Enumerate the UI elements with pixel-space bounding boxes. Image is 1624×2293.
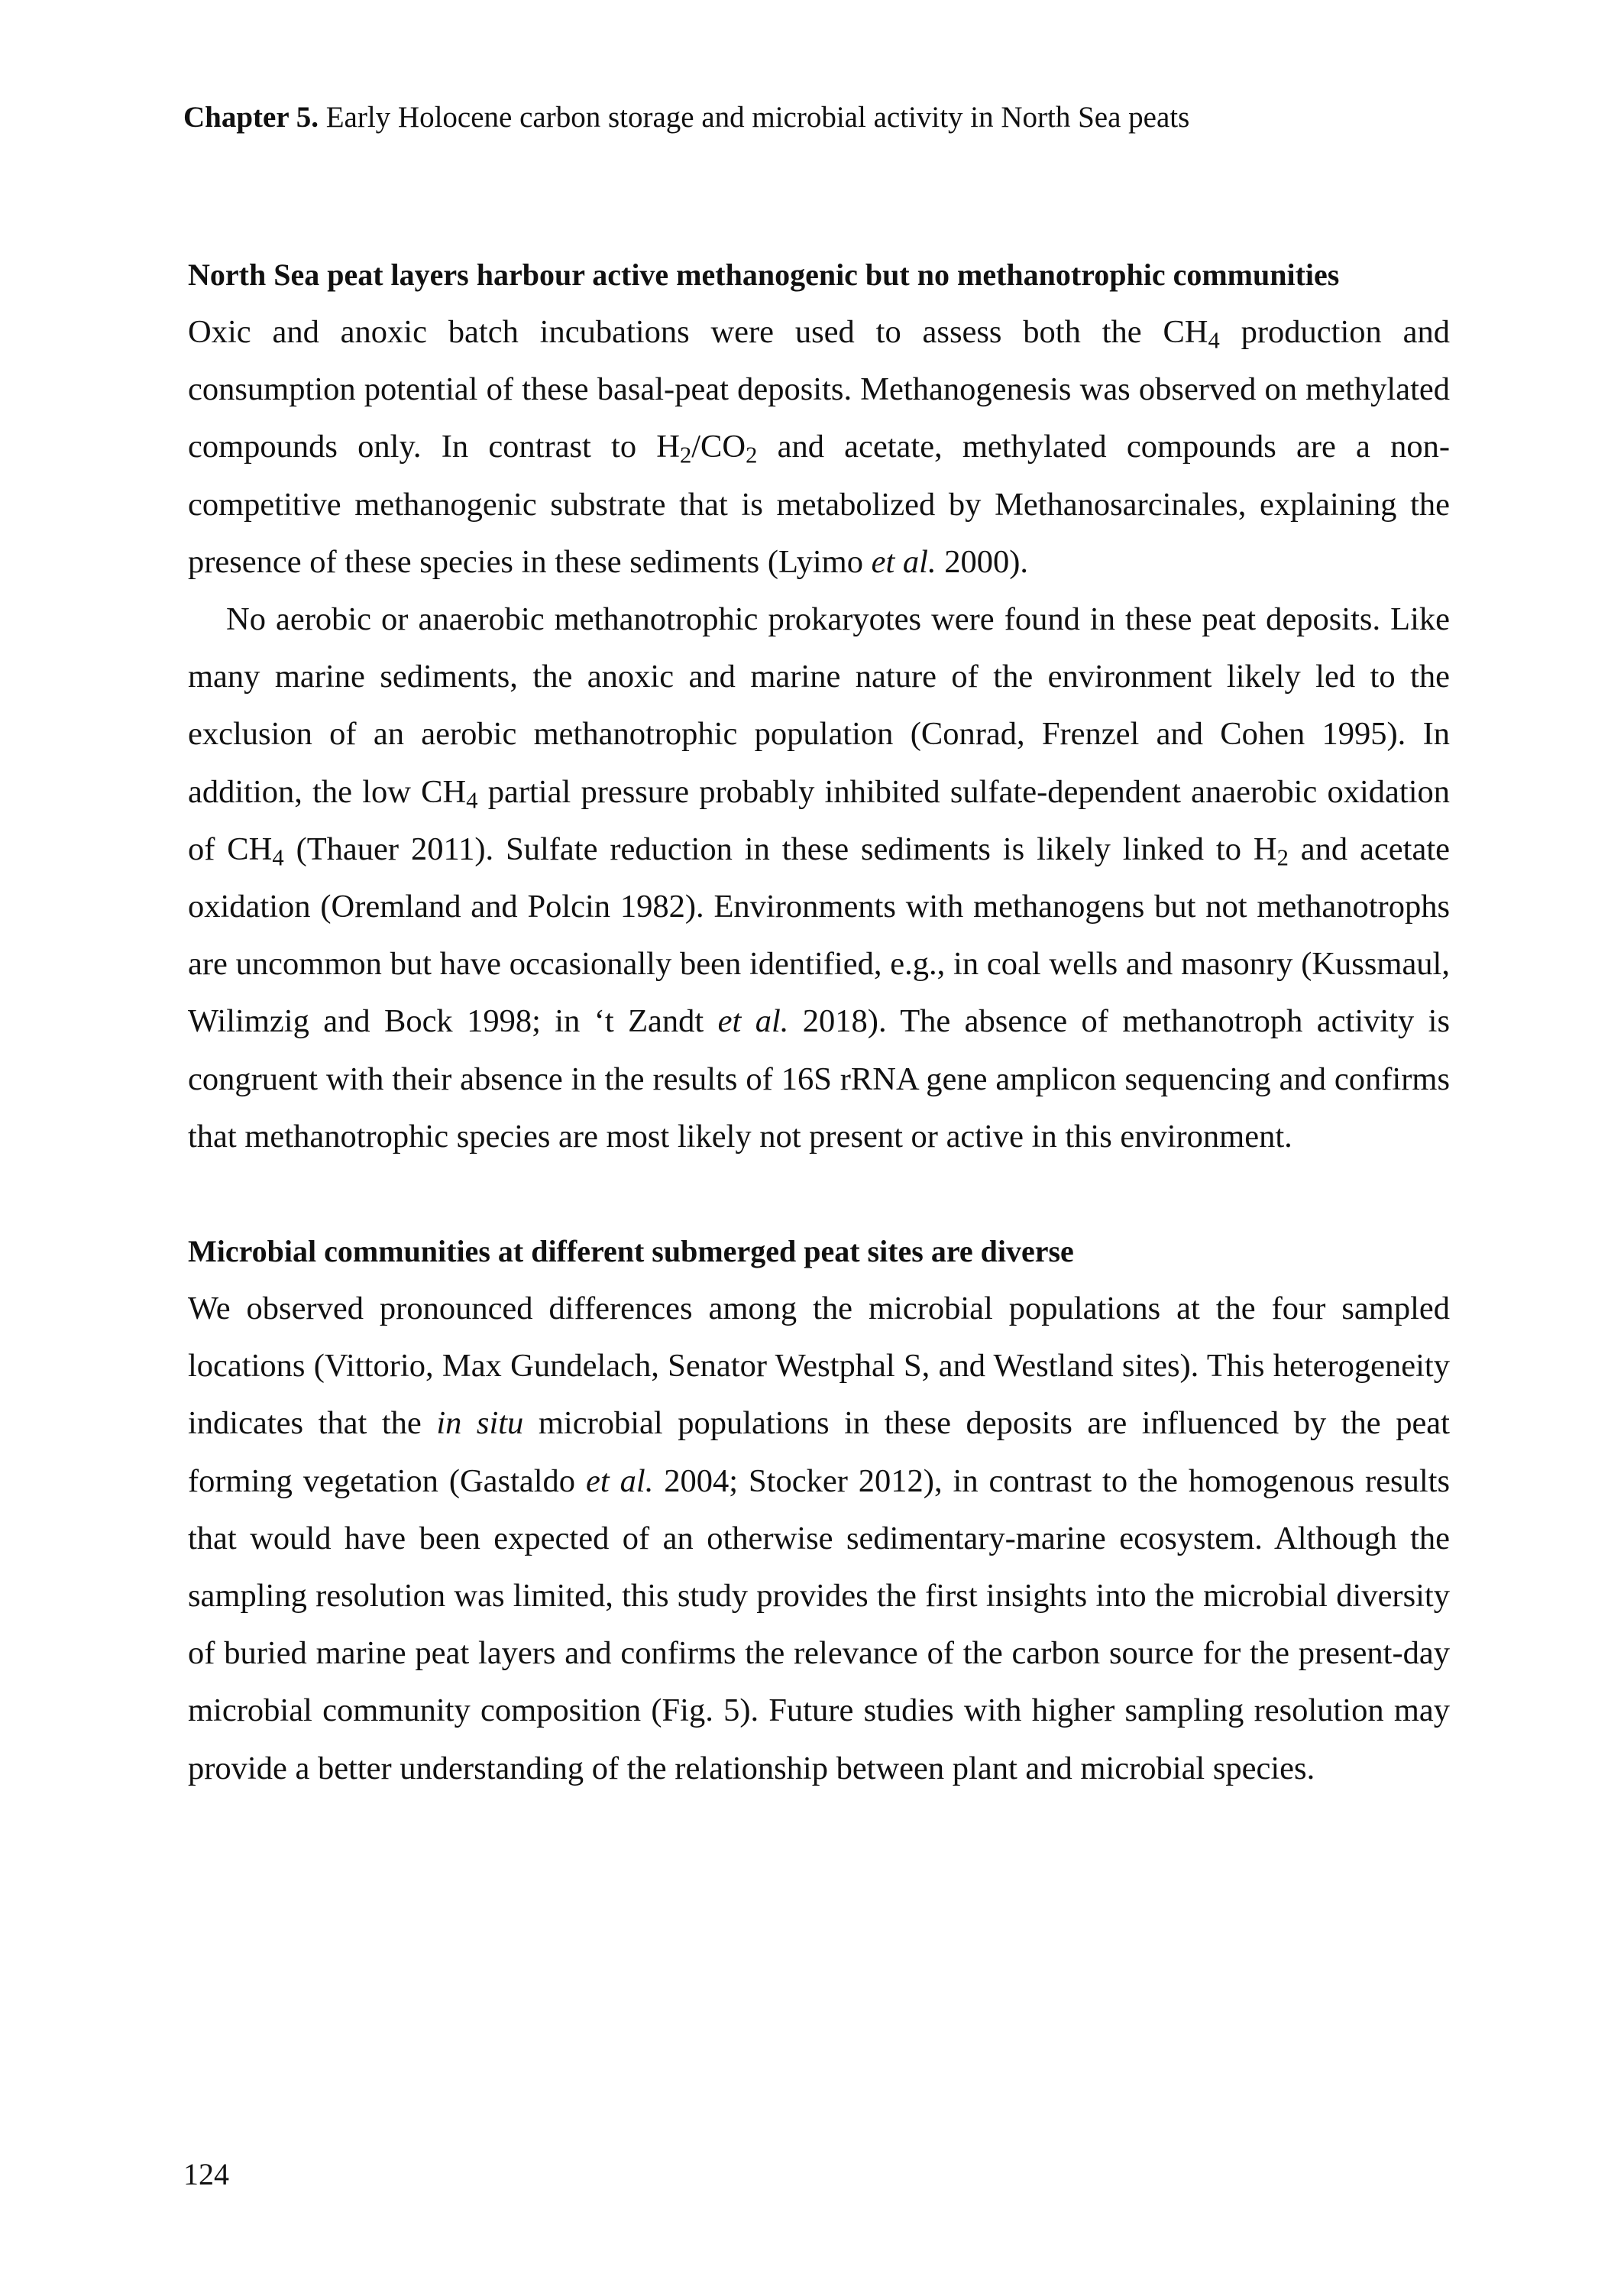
- section-spacer: [188, 1165, 1450, 1223]
- paragraph-incubations: Oxic and anoxic batch incubations were used to assess both the $CH_4$ production and consumption potential of these basal-peat deposits. Methanogenesis was observed on methylated compounds only. In contrast to $H_2/CO_2$ and acetate, methylated compounds are a non-competitive methanogenic substrate that is metabolized by Methanosarcinales, explaining the presence of these species in these sediments (Lyimo et al. 2000).: [188, 314, 1450, 580]
- body-text: [188, 246, 1450, 1797]
- chapter-label: Chapter 5.: [183, 101, 319, 134]
- section-heading-microbial-communities: Microbial communities at different submerged peat sites are diverse: [188, 1234, 1074, 1269]
- paragraph-populations: We observed pronounced differences among the microbial populations at the four sampled locations (Vittorio, Max Gundelach, Senator Westphal S, and Westland sites). This heterogeneity indicates that the in situ microbial populations in these deposits are influenced by the peat forming vegetation (Gastaldo et al. 2004; Stocker 2012), in contrast to the homogenous results that would have been expected of an otherwise sedimentary-marine ecosystem. Although the sampling resolution was limited, this study provides the first insights into the microbial diversity of buried marine peat layers and confirms the relevance of the carbon source for the present-day microbial community composition (Fig. 5). Future studies with higher sampling resolution may provide a better understanding of the relationship between plant and microbial species.: [188, 1291, 1451, 1786]
- page-number: 124: [183, 2157, 229, 2191]
- running-header: [183, 99, 1189, 136]
- chapter-title: Early Holocene carbon storage and microbial activity in North Sea peats: [325, 101, 1190, 134]
- section-heading-methanogenic: North Sea peat layers harbour active methanogenic but no methanotrophic communities: [188, 257, 1340, 292]
- paragraph-methanotrophs: No aerobic or anaerobic methanotrophic prokaryotes were found in these peat deposits. Like many marine sediments, the anoxic and marine nature of the environment likely led to the exclusion of an aerobic methanotrophic population (Conrad, Frenzel and Cohen 1995). In addition, the low $CH_4$ partial pressure probably inhibited sulfate-dependent anaerobic oxidation of $CH_4$ (Thauer 2011). Sulfate reduction in these sediments is likely linked to $H_2$ and acetate oxidation (Oremland and Polcin 1982). Environments with methanogens but not methanotrophs are uncommon but have occasionally been identified, e.g., in coal wells and masonry (Kussmaul, Wilimzig and Bock 1998; in ‘t Zandt et al. 2018). The absence of methanotroph activity is congruent with their absence in the results of 16S rRNA gene amplicon sequencing and confirms that methanotrophic species are most likely not present or active in this environment.: [188, 601, 1451, 1155]
